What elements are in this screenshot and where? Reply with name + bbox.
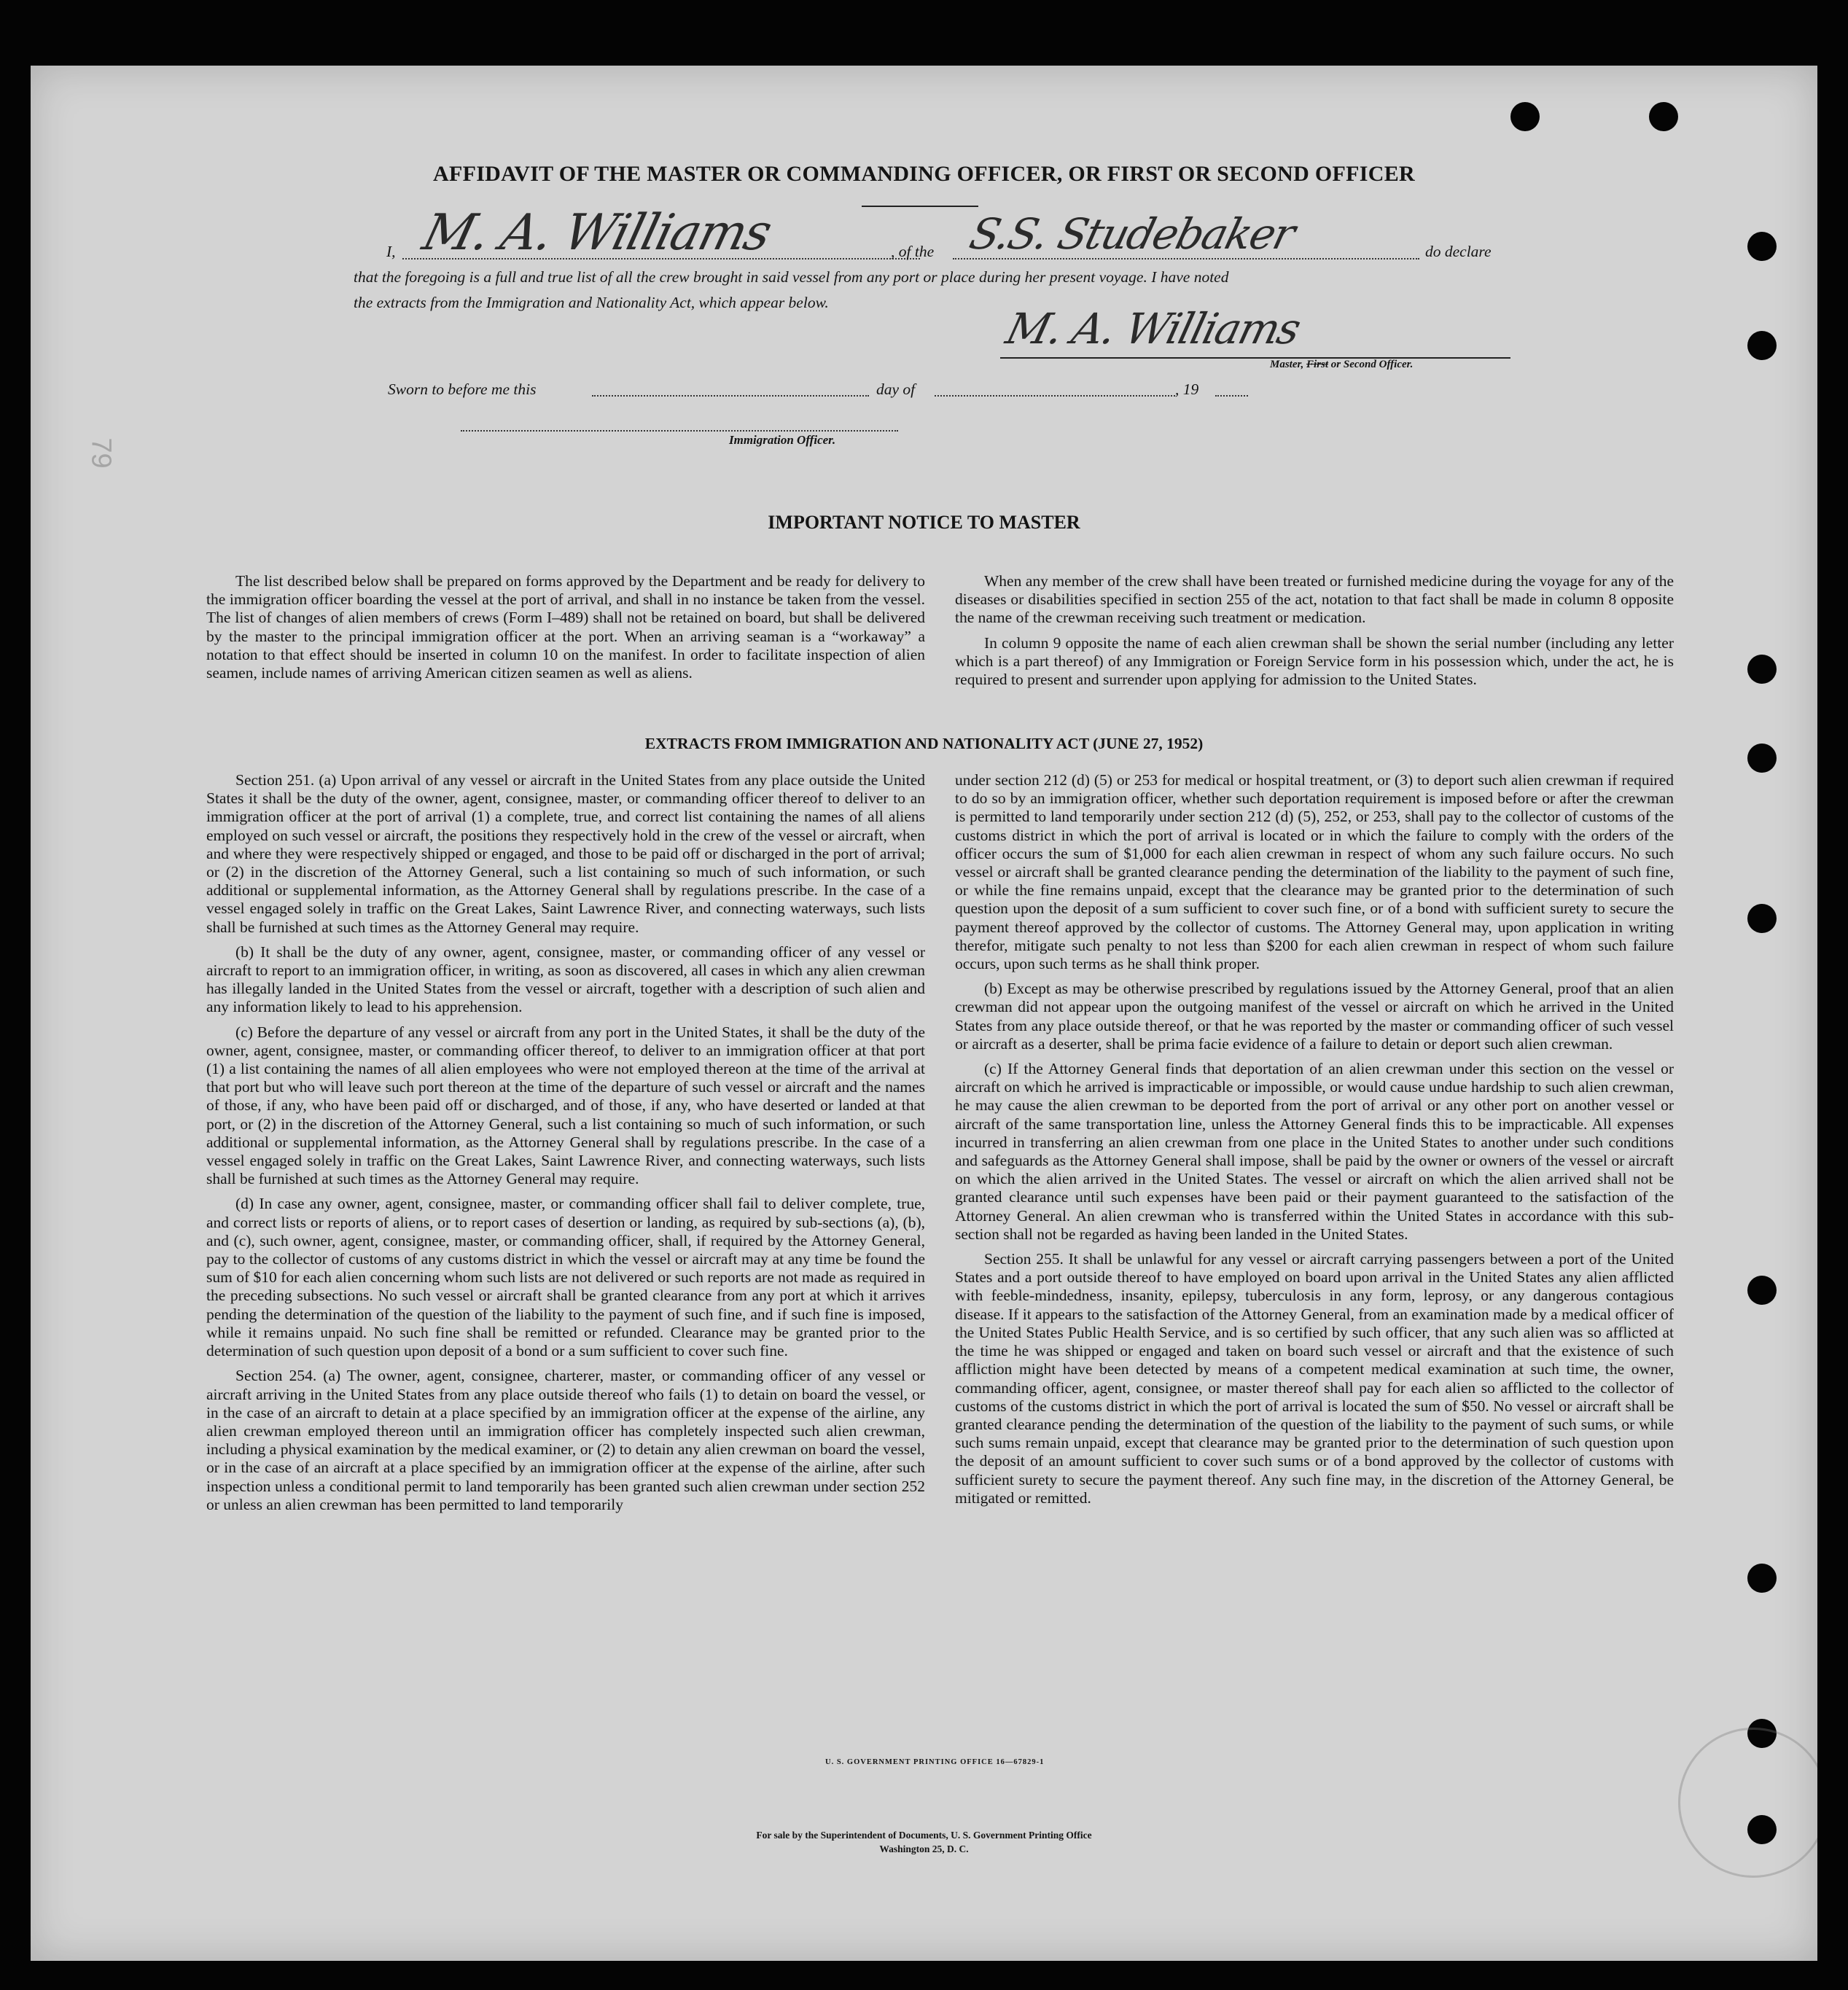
punch-hole: [1747, 1564, 1777, 1593]
section-254a: Section 254. (a) The owner, agent, consignee, charterer, master, or commanding officer of any vessel or aircraft arriving in the United States from any place outside thereof who fails (1) to detain on board the vessel, or in the case of an aircraft to detain at a place specified by an immigration officer at the expense of the airline, any alien crewman employed thereon until an immigration officer has completely inspected such alien crewman, including a physical examination by the medical examiner, or (2) to detain any alien crewman on board the vessel, or in the case of an aircraft at a place specified by an immigration officer at the expense of the airline, after such inspection unless a conditional permit to land temporarily has been granted such alien crewman under section 252 or unless an alien crewman has been permitted to land temporarily: [206, 1367, 925, 1513]
sworn-year-line: [1215, 395, 1248, 397]
section-254a-continued: under section 212 (d) (5) or 253 for medical or hospital treatment, or (3) to deport such alien crewman if required to do so by an immigration officer, whether such deportation requirement is imposed before or after the crewman is permitted to land temporarily under section 212 (d) (5), 252, or 253, shall pay to the collector of customs of the customs district in which the port of arrival is located or in which the failure to comply with the orders of the officer occurs the sum of $1,000 for each alien crewman in respect of whom any such failure occurs. No such vessel or aircraft shall be granted clearance pending the determination of the liability to the payment of such fine, or while the fine remains unpaid, except that the clearance may be granted prior to the determination of such question upon the deposit of a sum sufficient to cover such fine, or of a bond with sufficient surety to secure the payment thereof approved by the collector of customs. The Attorney General may, upon application in writing therefor, mitigate such penalty to not less than $200 for each alien crewman in respect of whom such failure occurs, upon such terms as he shall think proper.: [955, 771, 1674, 973]
punch-hole: [1747, 232, 1777, 261]
sale-footer: [31, 1828, 1817, 1856]
footer-line-1: For sale by the Superintendent of Documents, U. S. Government Printing Office: [756, 1830, 1092, 1841]
punch-hole: [1510, 102, 1540, 131]
immigration-officer-label: Immigration Officer.: [729, 433, 836, 447]
vessel-name-handwritten: S.S. Studebaker: [964, 209, 1299, 259]
section-254b: (b) Except as may be otherwise prescribed by regulations issued by the Attorney General, proof that an alien crewman did not appear upon the outgoing manifest of the vessel or aircraft on which he arrived in the United States from any place outside thereof, or that he was reported by the master or commanding officer of such vessel or aircraft as a deserter, shall be prima facie evidence of a failure to detain or deport such alien crewman.: [955, 980, 1674, 1053]
officer-signature-line: [1000, 357, 1510, 359]
punch-hole: [1747, 331, 1777, 360]
officer-title-master: Master,: [1270, 359, 1304, 370]
punch-hole: [1649, 102, 1678, 131]
section-251b: (b) It shall be the duty of any owner, agent, consignee, master, or commanding officer of any vessel or aircraft to report to an immigration officer, in writing, as soon as discovered, all cases in which any alien crewman has illegally landed in the United States from the vessel or aircraft, together with a description of such alien and any information likely to lead to his apprehension.: [206, 943, 925, 1016]
declaration-prefix: I,: [386, 243, 396, 260]
declaration-line-2: that the foregoing is a full and true list of all the crew brought in said vessel from any port or place during her present voyage. I have noted: [354, 268, 1229, 286]
notice-right-paragraph: When any member of the crew shall have been treated or furnished medicine during the voyage for any of the diseases or disabilities specified in section 255 of the act, notation to that fact shall be made in column 8 opposite the name of the crewman receiving such treatment or medication.: [955, 572, 1674, 627]
punch-hole: [1747, 904, 1777, 933]
section-255: Section 255. It shall be unlawful for any vessel or aircraft carrying passengers between a port of the United States and a port outside thereof to have employed on board upon arrival in the United States any alien afflicted with feeble-mindedness, insanity, epilepsy, tuberculosis in any form, leprosy, or any dangerous contagious disease. If it appears to the satisfaction of the Attorney General, from an examination made by a medical officer of the United States Public Health Service, and is so certified by such officer, that any such alien was so afflicted at the time he was shipped or engaged and taken on board such vessel or aircraft and that the existence of such affliction might have been detected by means of a competent medical examination at such time, the owner, commanding officer, agent, consignee, or master thereof shall pay for each alien so afflicted to the collector of customs of the customs district in which the port of arrival is located the sum of $50. No vessel or aircraft shall be granted clearance pending the determination of the question of the liability to the payment of such sums, or while such sums remain unpaid, except that clearance may be granted prior to the determination of such question upon the deposit of an amount sufficient to cover such sums or of a bond approved by the collector of customs with sufficient surety to secure the payment thereof. Any such fine may, in the discretion of the Attorney General, be mitigated or remitted.: [955, 1250, 1674, 1507]
master-signature: M. A. Williams: [417, 204, 776, 262]
officer-signature: M. A. Williams: [1001, 304, 1305, 354]
extracts-left-column: [206, 771, 925, 1521]
sworn-month-line: [935, 395, 1175, 397]
printer-mark: U. S. GOVERNMENT PRINTING OFFICE 16—67829-1: [825, 1758, 1045, 1766]
sworn-day-line: [592, 395, 869, 397]
officer-title-struck: First: [1306, 359, 1329, 370]
immigration-officer-line: [461, 430, 898, 432]
affidavit-title: AFFIDAVIT OF THE MASTER OR COMMANDING OFFICER, OR FIRST OR SECOND OFFICER: [432, 162, 1415, 186]
day-of-label: day of: [876, 381, 916, 398]
margin-pencil-note: 79: [85, 437, 117, 469]
title-rule: [862, 206, 978, 207]
punch-hole: [1747, 1276, 1777, 1305]
section-254c: (c) If the Attorney General finds that deportation of an alien crewman under this section on the vessel or aircraft on which he arrived is impracticable or impossible, or would cause undue hardship to such alien crewman, he may cause the alien crewman to be deported from the port of arrival or any other port on another vessel or aircraft of the same transportation line, unless the Attorney General finds this to be impracticable. All expenses incurred in transferring an alien crewman from one place in the United States to another under such conditions and safeguards as the Attorney General shall impose, shall be paid by the owner or owners of the vessel or aircraft on which the alien arrived in the United States. The vessel or aircraft on which the alien arrived shall not be granted clearance until such expenses have been paid or their payment guaranteed to the satisfaction of the Attorney General. An alien crewman who is transferred within the United States in accordance with this sub-section shall not be regarded as having been landed in the United States.: [955, 1060, 1674, 1243]
sworn-label: Sworn to before me this: [388, 381, 537, 398]
officer-title-rest: or Second Officer.: [1330, 359, 1414, 370]
punch-hole: [1747, 655, 1777, 684]
section-251d: (d) In case any owner, agent, consignee, master, or commanding officer shall fail to deliver complete, true, and correct lists or reports of aliens, or to report cases of desertion or landing, as required by sub-sections (a), (b), and (c), such owner, agent, consignee, master, or commanding officer, shall, if required by the Attorney General, pay to the collector of customs of any customs district in which the vessel or aircraft may at any time be found the sum of $10 for each alien concerning whom such lists are not delivered or such reports are not made as required in the preceding subsections. No such vessel or aircraft shall be granted clearance from any port at which it arrives pending the determination of the question of the liability to the payment of such fine, and if such fine is imposed, while it remains unpaid. No such fine shall be remitted or refunded. Clearance may be granted prior to the determination of such question upon deposit of a bond or a sum sufficient to cover such fine.: [206, 1195, 925, 1360]
notice-right-paragraph: In column 9 opposite the name of each alien crewman shall be shown the serial number (including any letter which is a part thereof) of any Immigration or Foreign Service form in his possession which, under the act, he is required to present and surrender upon applying for admission to the United States.: [955, 633, 1674, 689]
of-the-label: , of the: [891, 243, 935, 260]
section-251a: Section 251. (a) Upon arrival of any vessel or aircraft in the United States from any place outside the United States it shall be the duty of the owner, agent, consignee, master, or commanding officer thereof to deliver to an immigration officer at the port of arrival (1) a complete, true, and correct list containing the names of all aliens employed on such vessel or aircraft, the positions they respectively hold in the crew of the vessel or aircraft, when and where they were respectively shipped or engaged, and those to be paid off or discharged in the port of arrival; or (2) in the discretion of the Attorney General, such a list containing so much of such information, or such additional or supplemental information, as the Attorney General shall by regulations prescribe. In the case of a vessel engaged solely in traffic on the Great Lakes, Saint Lawrence River, and connecting waterways, such lists shall be furnished at such times as the Attorney General may require.: [206, 771, 925, 936]
officer-title: [1270, 359, 1413, 371]
notice-left-column: [206, 572, 925, 689]
notice-left-paragraph: The list described below shall be prepared on forms approved by the Department and be ready for delivery to the immigration officer boarding the vessel at the port of arrival, and shall in no instance be taken from the vessel. The list of changes of alien members of crews (Form I–489) shall not be retained on board, but shall be delivered by the master to the principal immigration officer at the port. When an arriving seaman is a “workaway” a notation to that effect should be inserted in column 10 on the manifest. In order to facilitate inspection of alien seamen, include names of arriving American citizen seamen as well as aliens.: [206, 572, 925, 682]
extracts-heading: EXTRACTS FROM IMMIGRATION AND NATIONALITY ACT (JUNE 27, 1952): [644, 735, 1204, 752]
section-251c: (c) Before the departure of any vessel or aircraft from any port in the United States, it shall be the duty of the owner, agent, consignee, master, or commanding officer thereof, to deliver to an immigration officer at that port (1) a list containing the names of all alien employees who were not employed thereon at the time of the arrival at that port but who will leave such port thereon at the time of the departure of such vessel or aircraft and the names of those, if any, who have been paid off or discharged, and of those, if any, who have deserted or landed at that port, or (2) in the discretion of the Attorney General, such a list containing so much of such information, or such additional or supplemental information, as the Attorney General shall by regulations prescribe. In the case of a vessel engaged solely in traffic on the Great Lakes, Saint Lawrence River, and connecting waterways, such lists shall be furnished at such times as the Attorney General may require.: [206, 1023, 925, 1188]
notice-heading: IMPORTANT NOTICE TO MASTER: [768, 512, 1080, 533]
extracts-right-column: [955, 771, 1674, 1514]
form-sheet: [31, 66, 1817, 1961]
do-declare-label: do declare: [1425, 243, 1492, 260]
notice-right-column: [955, 572, 1674, 695]
declaration-line-3: the extracts from the Immigration and Nationality Act, which appear below.: [354, 294, 829, 311]
year-label: , 19: [1175, 381, 1199, 398]
footer-line-2: Washington 25, D. C.: [879, 1843, 969, 1854]
